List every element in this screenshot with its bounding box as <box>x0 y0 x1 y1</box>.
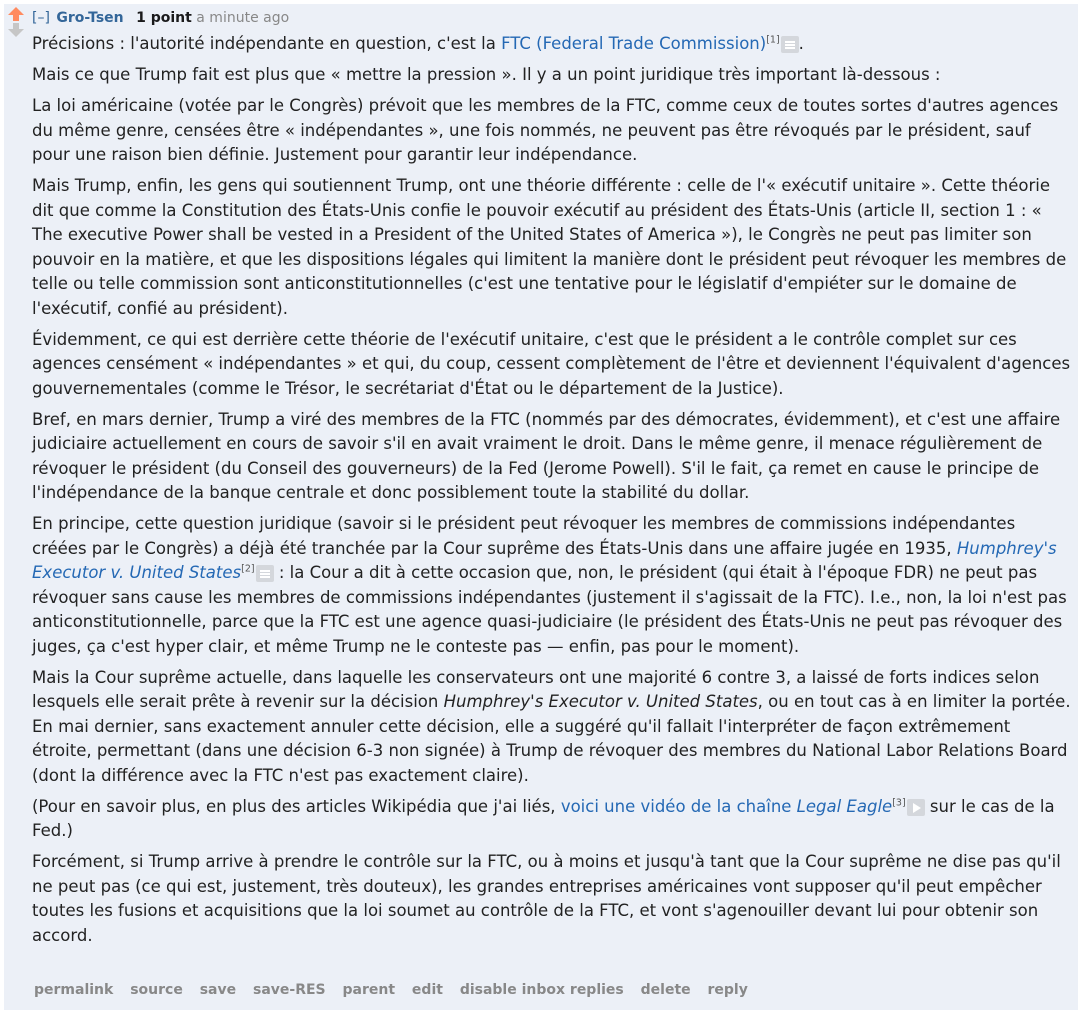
paragraph-9: (Pour en savoir plus, en plus des articles Wikipédia que j'ai liés, voici une vidéo de la chaîne Legal Eagle[3] sur le cas de la Fed.) <box>32 796 1055 840</box>
delete-button[interactable]: delete <box>640 982 691 998</box>
paragraph-7: En principe, cette question juridique (savoir si le président peut révoquer les membres de commissions indépendantes créées par le Congrès) a déjà été tranchée par la Cour suprême des États-Unis dans une affaire jugée en 1935, Humphrey's Executor v. United States[2] : la Cour a dit à cette occasion que, non, le président (qui était à l'époque FDR) ne peut pas révoquer sans cause les membres de commissions indépendantes (justement il s'agissait de la FTC). I.e., non, la loi n'est pas anticonstitutionnelle, parce que la FTC est une agence quasi-judiciaire (le président des États-Unis ne peut pas révoquer des juges, ça c'est hyper clair, et même Trump ne le conteste pas — enfin, pas pour le moment). <box>32 514 1067 656</box>
paragraph-2: Mais ce que Trump fait est plus que « mettre la pression ». Il y a un point juridique très important là-dessous : <box>32 65 941 84</box>
parent-button[interactable]: parent <box>342 982 396 998</box>
permalink-button[interactable]: permalink <box>34 982 114 998</box>
disable-inbox-replies-button[interactable]: disable inbox replies <box>459 982 624 998</box>
vote-arrows <box>7 7 27 38</box>
legal-eagle-video-link[interactable]: voici une vidéo de la chaîne Legal Eagle <box>560 796 893 816</box>
edit-button[interactable]: edit <box>411 982 443 998</box>
paragraph-4: Mais Trump, enfin, les gens qui soutiennent Trump, ont une théorie différente : celle de l'« exécutif unitaire ». Cette théorie dit que comme la Constitution des États-Unis confie le pouvoir exécutif au président des États-Unis (article II, section 1 : « The executive Power shall be vested in a President of the United States of America »), le Congrès ne peut pas limiter son pouvoir en la matière, et que les dispositions légales qui limitent la manière dont le président peut révoquer les membres de telle ou telle commission sont anticonstitutionnelles (c'est une tentative pour le législatif d'empiéter sur le domaine de l'exécutif, confié au président). <box>32 176 1067 318</box>
link-preview-icon[interactable] <box>256 565 274 582</box>
collapse-button[interactable]: [–] <box>32 10 50 26</box>
footnote-3: [3] <box>892 797 906 808</box>
paragraph-3: La loi américaine (votée par le Congrès) prévoit que les membres de la FTC, comme ceux de toutes sortes d'autres agences du même genre, censées être « indépendantes », une fois nommés, ne peuvent pas être révoqués par le président, sauf pour une raison bien définie. Justement pour garantir leur indépendance. <box>32 96 1059 164</box>
timestamp: a minute ago <box>196 10 290 26</box>
video-expand-icon[interactable] <box>907 799 925 816</box>
author-link[interactable]: Gro-Tsen <box>56 10 124 26</box>
paragraph-8: Mais la Cour suprême actuelle, dans laquelle les conservateurs ont une majorité 6 contre 3, a laissé de forts indices selon lesquels elle serait prête à revenir sur la décision Humphrey's Executor v. United States, ou en tout cas à en limiter la portée. En mai dernier, sans exactement annuler cette décision, elle a suggéré qu'il fallait l'interpréter de façon extrêmement étroite, permettant (dans une décision 6-3 non signée) à Trump de révoquer des membres du National Labor Relations Board (dont la différence avec la FTC n'est pas exactement claire). <box>32 667 1071 785</box>
comment-tagline <box>32 10 289 26</box>
source-button[interactable]: source <box>130 982 183 998</box>
ftc-wiki-link[interactable]: FTC (Federal Trade Commission) <box>501 34 767 53</box>
comment-body <box>32 32 1072 955</box>
comment <box>4 4 1078 1010</box>
save-res-button[interactable]: save-RES <box>253 982 326 998</box>
humphreys-executor-link[interactable]: Humphrey's Executor v. United States <box>32 538 1057 582</box>
paragraph-5: Évidemment, ce qui est derrière cette théorie de l'exécutif unitaire, c'est que le président a le contrôle complet sur ces agences censément « indépendantes » et qui, du coup, cessent complètement de l'être et deviennent l'équivalent d'agences gouvernementales (comme le Trésor, le secrétariat d'État ou le département de la Justice). <box>32 329 1071 398</box>
paragraph-10: Forcément, si Trump arrive à prendre le contrôle sur la FTC, ou à moins et jusqu'à tant que la Cour suprême ne dise pas qu'il ne peut pas (ce qui est, justement, très douteux), les grandes entreprises américaines vont supposer qu'il peut empêcher toutes les fusions et acquisitions que la loi soumet au contrôle de la FTC, et vont s'agenouiller devant lui pour obtenir son accord. <box>32 852 1061 945</box>
paragraph-6: Bref, en mars dernier, Trump a viré des membres de la FTC (nommés par des démocrates, évidemment), et c'est une affaire judiciaire actuellement en cours de savoir s'il en avait vraiment le droit. Dans le même genre, il menace régulièrement de révoquer le président (du Conseil des gouverneurs) de la Fed (Jerome Powell). S'il le fait, ça remet en cause le principe de l'indépendance de la banque centrale et donc possiblement toute la stabilité du dollar. <box>32 409 1061 502</box>
comment-buttons <box>34 982 760 998</box>
link-preview-icon[interactable] <box>781 36 799 53</box>
score: 1 point <box>136 10 192 26</box>
footnote-2: [2] <box>241 563 255 575</box>
paragraph-1: Précisions : l'autorité indépendante en question, c'est la FTC (Federal Trade Commission)[1] . <box>32 34 804 53</box>
case-name: Humphrey's Executor v. United States <box>443 692 758 711</box>
save-button[interactable]: save <box>199 982 237 998</box>
footnote-1: [1] <box>766 34 780 46</box>
reply-button[interactable]: reply <box>707 982 748 998</box>
downvote-arrow-icon[interactable] <box>7 23 25 38</box>
upvote-arrow-icon[interactable] <box>7 7 25 22</box>
